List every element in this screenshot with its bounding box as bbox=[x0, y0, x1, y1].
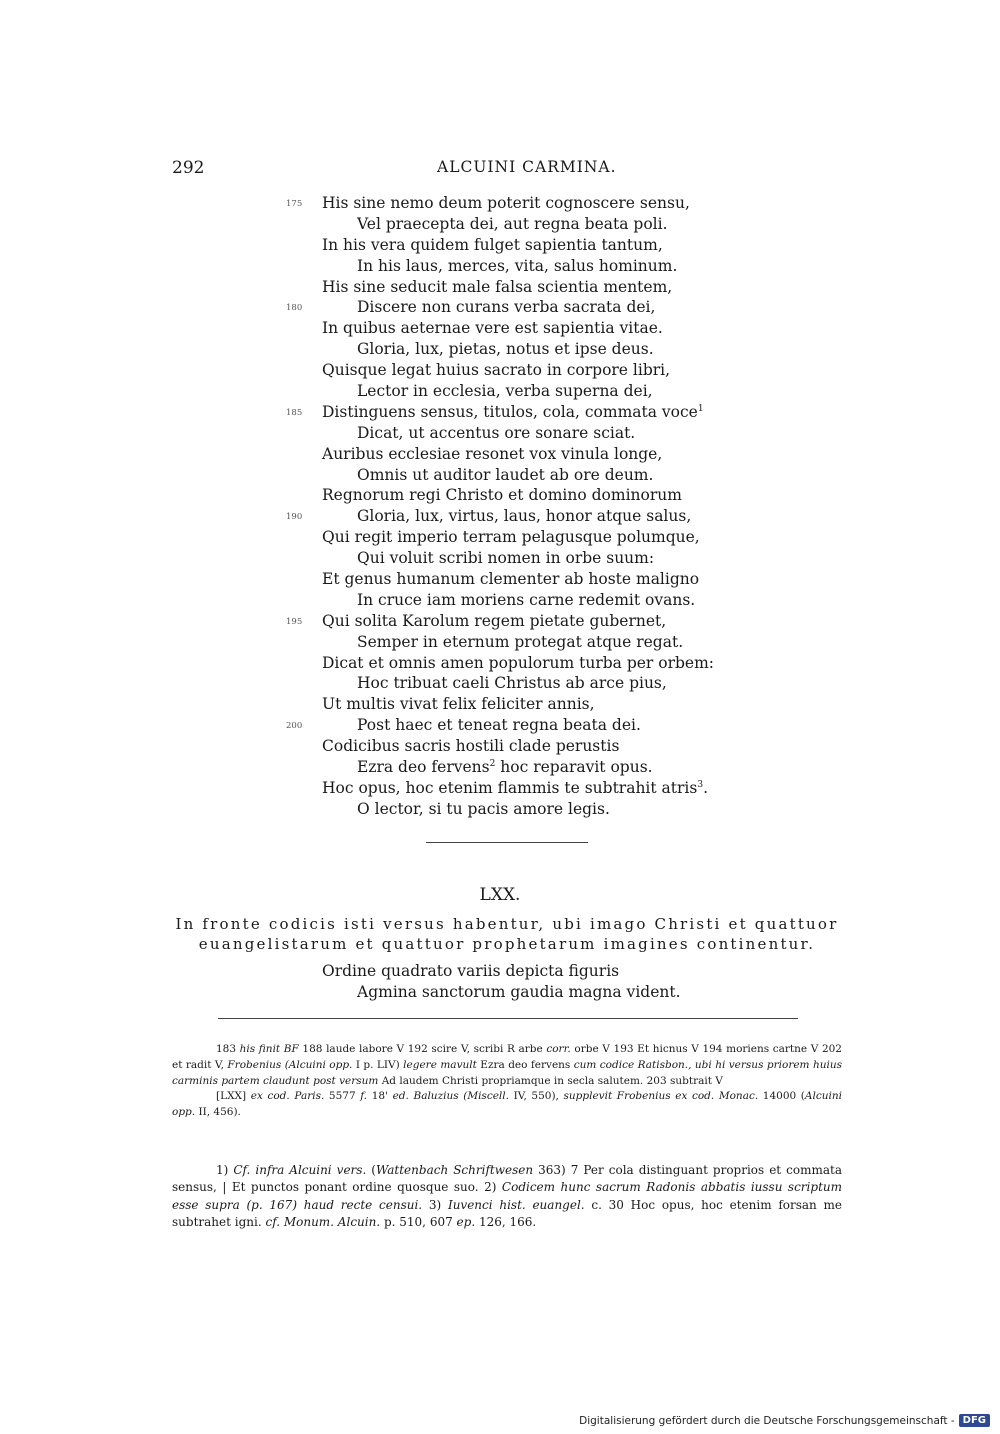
line-number: 180 bbox=[286, 303, 303, 314]
footnote-marker: 1 bbox=[697, 403, 704, 414]
apparatus-divider bbox=[218, 1018, 798, 1019]
footnote-paragraph: 1) Cf. infra Alcuini vers. (Wattenbach Schriftwesen 363) 7 Per cola distinguant proprios et commata sensus, | Et punctos ponant ordine quosque suo. 2) Codicem hunc sacrum Radonis abbatis iussu scriptum esse supra (p. 167) haud recte censui. 3) Iuvenci hist. euangel. c. 30 Hoc opus, hoc etenim forsan me subtrahet igni. cf. Monum. Alcuin. p. 510, 607 ep. 126, 166. bbox=[172, 1163, 843, 1229]
verse-text: Dicat, ut accentus ore sonare sciat. bbox=[357, 423, 636, 442]
section-caption bbox=[172, 914, 842, 954]
line-number: 200 bbox=[286, 721, 303, 732]
verse-text: Et genus humanum clementer ab hoste maligno bbox=[322, 570, 700, 589]
verse-line bbox=[0, 982, 1000, 1003]
verse-text: Quisque legat huius sacrato in corpore libri, bbox=[322, 361, 671, 380]
verse-line bbox=[0, 715, 1000, 736]
caption-line: euangelistarum et quattuor prophetarum imagines continentur. bbox=[198, 935, 816, 953]
caption-line: In fronte codicis isti versus habentur, ubi imago Christi et quattuor bbox=[175, 915, 839, 933]
verse-text: Discere non curans verba sacrata dei, bbox=[357, 298, 656, 317]
verse-text: Ordine quadrato variis depicta figuris bbox=[322, 962, 620, 980]
line-number: 175 bbox=[286, 199, 303, 209]
verse-line bbox=[0, 235, 1000, 256]
footnotes bbox=[172, 1162, 842, 1231]
verse-line bbox=[0, 961, 1000, 982]
verse-text: In quibus aeternae vere est sapientia vitae. bbox=[322, 319, 663, 338]
digitization-credit bbox=[579, 1414, 990, 1427]
verse-text: O lector, si tu pacis amore legis. bbox=[357, 799, 610, 818]
verse-line bbox=[0, 590, 1000, 611]
verse-line bbox=[0, 506, 1000, 527]
dfg-logo: DFG bbox=[959, 1414, 990, 1427]
section-number: LXX. bbox=[479, 885, 521, 905]
verse-line bbox=[0, 673, 1000, 694]
verse-line bbox=[0, 548, 1000, 569]
line-number: 185 bbox=[286, 407, 303, 418]
verse-line bbox=[0, 569, 1000, 590]
footnote-marker: 3 bbox=[697, 779, 704, 790]
verse-line bbox=[0, 611, 1000, 632]
verse-text: Qui regit imperio terram pelagusque polumque, bbox=[322, 528, 700, 547]
verse-text: Hoc tribuat caeli Christus ab arce pius, bbox=[357, 674, 667, 693]
verse-line bbox=[0, 381, 1000, 402]
verse-text: Qui voluit scribi nomen in orbe suum: bbox=[357, 549, 655, 568]
verse-text: In his vera quidem fulget sapientia tantum, bbox=[322, 235, 663, 254]
verse-text: In cruce iam moriens carne redemit ovans. bbox=[357, 590, 696, 609]
running-head: ALCUINI CARMINA. bbox=[437, 158, 617, 176]
verse-text: Distinguens sensus, titulos, cola, commata voce$^1$ bbox=[322, 402, 704, 421]
verse-text: Qui solita Karolum regem pietate gubernet, bbox=[322, 611, 667, 630]
verse-line bbox=[0, 193, 1000, 214]
verse-line bbox=[0, 465, 1000, 486]
verse-line bbox=[0, 360, 1000, 381]
critical-apparatus bbox=[172, 1042, 842, 1121]
credit-text: Digitalisierung gefördert durch die Deutsche Forschungsgemeinschaft - bbox=[579, 1414, 955, 1427]
verse-line bbox=[0, 694, 1000, 715]
verse-line bbox=[0, 757, 1000, 778]
verse-text: Auribus ecclesiae resonet vox vinula longe, bbox=[322, 444, 663, 463]
verse-line bbox=[0, 653, 1000, 674]
poem-block bbox=[0, 193, 1000, 820]
verse-text: Hoc opus, hoc etenim flammis te subtrahit atris$^3$. bbox=[322, 778, 709, 797]
apparatus-paragraph: 183 his finit BF 188 laude labore V 192 scire V, scribi R arbe corr. orbe V 193 Et hicnus V 194 moriens cartne V 202 et radit V, Frobenius (Alcuini opp. I p. LIV) legere mavult Ezra deo fervens cum codice Ratisbon., ubi hi versus priorem huius carminis partem claudunt post versum Ad laudem Christi propriamque in secla salutem. 203 subtrait V bbox=[172, 1043, 842, 1087]
verse-line bbox=[0, 214, 1000, 235]
verse-text: Post haec et teneat regna beata dei. bbox=[357, 716, 641, 735]
verse-line bbox=[0, 339, 1000, 360]
verse-text: In his laus, merces, vita, salus hominum. bbox=[357, 256, 678, 275]
verse-text: Ut multis vivat felix feliciter annis, bbox=[322, 695, 595, 714]
line-number: 190 bbox=[286, 512, 303, 523]
verse-line bbox=[0, 256, 1000, 277]
verse-text: Ezra deo fervens$^2$ hoc reparavit opus. bbox=[357, 758, 653, 777]
verse-text: Codicibus sacris hostili clade perustis bbox=[322, 737, 620, 756]
footnote-marker: 2 bbox=[489, 758, 496, 769]
verse-line bbox=[0, 444, 1000, 465]
verse-line bbox=[0, 799, 1000, 820]
verse-text: His sine seducit male falsa scientia mentem, bbox=[322, 277, 673, 296]
verse-text: Vel praecepta dei, aut regna beata poli. bbox=[357, 214, 668, 233]
page-number: 292 bbox=[172, 158, 205, 178]
verse-line bbox=[0, 778, 1000, 799]
verse-text: Agmina sanctorum gaudia magna vident. bbox=[357, 982, 681, 1001]
verse-text: Gloria, lux, virtus, laus, honor atque salus, bbox=[357, 507, 692, 526]
verse-text: Semper in eternum protegat atque regat. bbox=[357, 632, 684, 651]
verse-text: His sine nemo deum poterit cognoscere sensu, bbox=[322, 194, 690, 212]
verse-line bbox=[0, 527, 1000, 548]
verse-line bbox=[0, 736, 1000, 757]
verse-line bbox=[0, 485, 1000, 506]
verse-text: Omnis ut auditor laudet ab ore deum. bbox=[357, 465, 654, 484]
verse-line bbox=[0, 632, 1000, 653]
section-divider bbox=[426, 842, 588, 843]
apparatus-paragraph: [LXX] ex cod. Paris. 5577 f. 18' ed. Baluzius (Miscell. IV, 550), supplevit Frobenius ex cod. Monac. 14000 (Alcuini opp. II, 456). bbox=[172, 1090, 842, 1119]
verse-line bbox=[0, 277, 1000, 298]
couplet-block bbox=[0, 961, 1000, 1003]
verse-text: Gloria, lux, pietas, notus et ipse deus. bbox=[357, 340, 654, 359]
verse-line bbox=[0, 297, 1000, 318]
verse-line bbox=[0, 423, 1000, 444]
verse-text: Dicat et omnis amen populorum turba per orbem: bbox=[322, 653, 715, 672]
verse-text: Lector in ecclesia, verba superna dei, bbox=[357, 382, 653, 401]
line-number: 195 bbox=[286, 616, 303, 627]
verse-line bbox=[0, 402, 1000, 423]
verse-line bbox=[0, 318, 1000, 339]
verse-text: Regnorum regi Christo et domino dominorum bbox=[322, 486, 682, 505]
